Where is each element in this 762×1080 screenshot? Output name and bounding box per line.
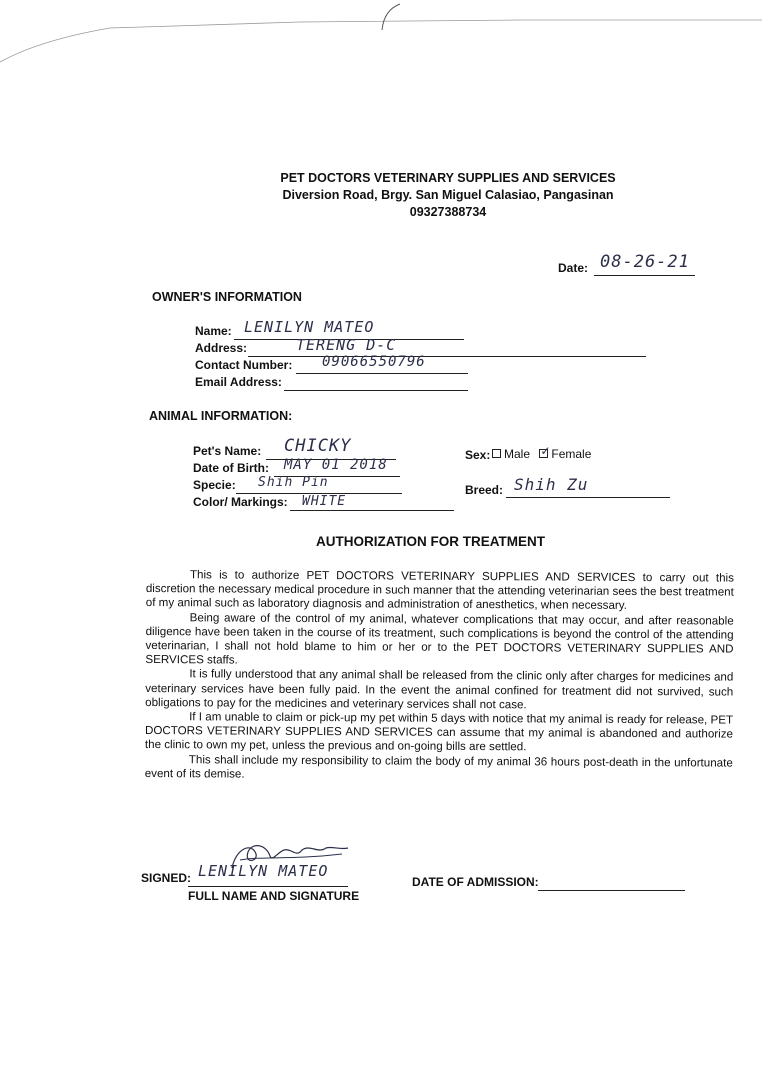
authorization-title: AUTHORIZATION FOR TREATMENT	[316, 534, 545, 549]
sex-female-checkbox[interactable]	[539, 444, 551, 458]
authorization-body	[145, 568, 734, 785]
date-value: 08-26-21	[600, 252, 690, 272]
owner-address-line	[248, 356, 646, 357]
authorization-paragraph-2: Being aware of the control of my animal, whatever complications that may occur, and after reasonable diligence have been taken in the course of its treatment, such complications is beyond the control of the attending veterinarian, I shall not hold blame to him or her or to the PET DOCTORS VETERINARY SUPPLIES AND SERVICES staffs.	[145, 610, 734, 667]
sex-female-label: Female	[551, 447, 592, 461]
owner-contact-label: Contact Number:	[195, 358, 293, 372]
date-line	[594, 275, 695, 276]
owner-contact-value: 09066550796	[322, 354, 426, 370]
owner-address-label: Address:	[195, 341, 248, 355]
pet-name-value: CHICKY	[284, 436, 352, 456]
breed-value: Shih Zu	[514, 475, 589, 494]
breed-label: Breed:	[465, 483, 504, 497]
animal-section-title: ANIMAL INFORMATION:	[149, 409, 293, 423]
signature-caption: FULL NAME AND SIGNATURE	[188, 889, 360, 903]
sex-label: Sex:	[465, 448, 491, 462]
owner-email-line	[284, 390, 468, 391]
owner-address-value: TERENG D-C	[296, 336, 397, 354]
authorization-paragraph-3: It is fully understood that any animal shall be released from the clinic only after charges for medicines and veterinary services have been fully paid. In the event the animal confined for treatment did not survived, such obligations to pay for the medicines and veterinary services shall not case.	[145, 667, 734, 712]
clinic-address: Diversion Road, Brgy. San Miguel Calasiao, Pangasinan	[282, 188, 614, 202]
specie-label: Specie:	[193, 478, 236, 492]
authorization-paragraph-5: This shall include my responsibility to claim the body of my animal 36 hours post-death in the unfortunate event of its demise.	[144, 752, 733, 781]
color-line	[290, 510, 454, 511]
owner-name-value: LENILYN MATEO	[244, 318, 375, 336]
sex-options	[492, 444, 592, 461]
owner-email-label: Email Address:	[195, 375, 282, 389]
date-label: Date:	[558, 261, 589, 275]
sex-male-checkbox[interactable]	[492, 449, 501, 458]
signed-label: SIGNED:	[141, 871, 192, 885]
owner-contact-line	[296, 373, 468, 374]
authorization-paragraph-4: If I am unable to claim or pick-up my pet within 5 days with notice that my animal is ready for release, PET DOCTORS VETERINARY SUPPLIES AND SERVICES can assume that my animal is abandoned and authorize the clinic to own my pet, unless the previous and on-going bills are settled.	[144, 710, 734, 754]
signed-name-value: LENILYN MATEO	[198, 862, 329, 880]
dob-value: MAY 01 2018	[284, 457, 388, 473]
owner-section-title: OWNER'S INFORMATION	[152, 290, 302, 304]
signature-line	[188, 886, 348, 887]
specie-value: Shih Pin	[258, 475, 329, 490]
authorization-paragraph-1: This is to authorize PET DOCTORS VETERINARY SUPPLIES AND SERVICES to carry out this discretion the necessary medical procedure in such manner that the attending veterinarian sees the best treatment of my animal such as laboratory diagnosis and administration of anesthetics, when necessary.	[145, 568, 734, 613]
dob-label: Date of Birth:	[193, 461, 269, 475]
check-mark-icon: ✓	[540, 444, 551, 458]
clinic-phone: 09327388734	[409, 205, 487, 219]
color-value: WHITE	[302, 494, 347, 509]
admission-label: DATE OF ADMISSION:	[412, 875, 539, 889]
color-label: Color/ Markings:	[193, 495, 288, 509]
scan-edge-marks	[0, 0, 762, 80]
sex-male-label: Male	[504, 447, 531, 461]
pet-name-label: Pet's Name:	[193, 444, 262, 458]
owner-name-label: Name:	[195, 324, 232, 338]
clinic-name: PET DOCTORS VETERINARY SUPPLIES AND SERVICES	[280, 171, 616, 185]
admission-line	[538, 890, 685, 891]
clinic-header	[238, 170, 658, 221]
breed-line	[506, 497, 670, 498]
